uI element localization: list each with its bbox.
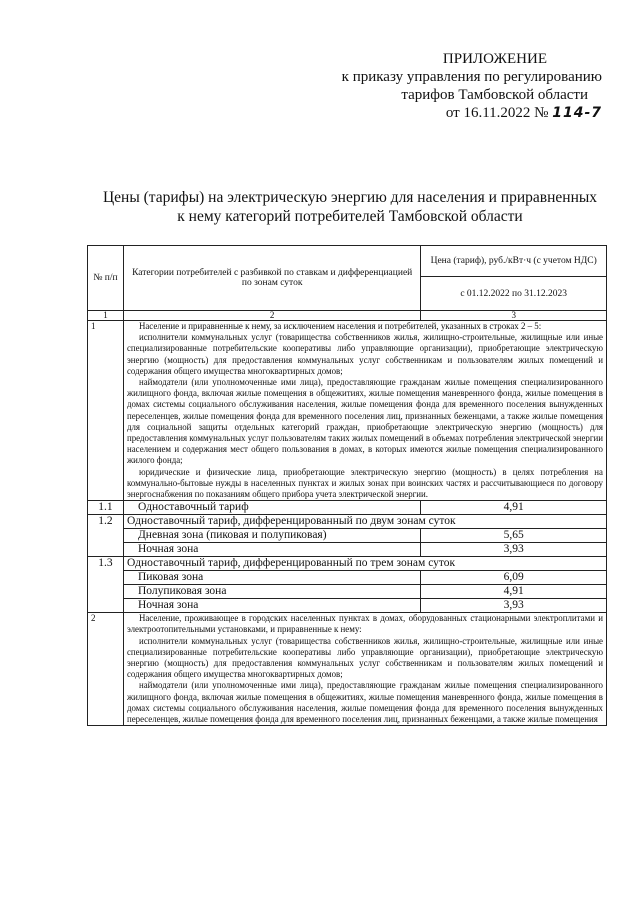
row-description <box>123 321 606 501</box>
authority-line: тарифов Тамбовской области <box>401 87 588 103</box>
tariff-group-label: Одноставочный тариф, дифференцированный по двум зонам суток <box>123 515 606 529</box>
description-paragraph: юридические и физические лица, приобретающие электрическую энергию (мощность) в целях потребления на коммунально-бытовые нужды в населенных пунктах и жилых зонах при воинских частях и рассчитывающиеся по договору энергоснабжения по показаниям общего прибора учета электрической энергии. <box>126 466 603 500</box>
description-paragraph: Население и приравненные к нему, за исключением населения и потребителей, указанных в строках 2 – 5: <box>138 321 542 331</box>
row-number: 1 <box>88 321 124 501</box>
document-header <box>342 50 602 122</box>
zone-label: Ночная зона <box>123 599 420 613</box>
row-number: 1.2 <box>88 515 124 557</box>
appendix-title: ПРИЛОЖЕНИЕ <box>442 51 547 67</box>
col-number-2: 2 <box>123 311 420 321</box>
col-number-1: 1 <box>88 311 124 321</box>
page-title: Цены (тарифы) на электрическую энергию для населения и приравненных к нему категорий потребителей Тамбовской области <box>102 189 598 225</box>
row-description <box>123 613 606 726</box>
row-number: 1.3 <box>88 557 124 613</box>
col-number-3: 3 <box>421 311 607 321</box>
zone-value: 5,65 <box>421 529 607 543</box>
row-number: 1.1 <box>88 501 124 515</box>
row-number: 2 <box>88 613 124 726</box>
header-period: с 01.12.2022 по 31.12.2023 <box>421 277 607 311</box>
order-number-handwritten: 114-7 <box>552 105 602 121</box>
description-paragraph: наймодатели (или уполномоченные ими лица), предоставляющие гражданам жилые помещения специализированного жилищного фонда, включая жилые помещения в общежитиях, жилые помещения маневренного фонда, жилые помещения в домах системы социального обслуживания населения, жилые помещения фонда для временного поселения вынужденных переселенцев, жилые помещения фонда для временного поселения лиц, признанных беженцами, а также жилые помещения <box>126 680 603 725</box>
zone-value: 6,09 <box>421 571 607 585</box>
order-date: от 16.11.2022 № <box>445 105 549 121</box>
tariff-label: Одноставочный тариф <box>123 501 420 515</box>
description-paragraph: исполнители коммунальных услуг (товарищества собственников жилья, жилищно-строительные, жилищные или иные специализированные потребительские кооперативы либо управляющие организации), приобретающие электрическую энергию (мощность) для предоставления коммунальных услуг собственникам и пользователям жилых помещений и содержания общего имущества многоквартирных домов; <box>126 332 603 376</box>
header-number: № п/п <box>88 246 124 311</box>
tariff-group-label: Одноставочный тариф, дифференцированный по трем зонам суток <box>123 557 606 571</box>
zone-label: Пиковая зона <box>123 571 420 585</box>
zone-value: 4,91 <box>421 585 607 599</box>
zone-value: 3,93 <box>421 599 607 613</box>
header-category: Категории потребителей с разбивкой по ставкам и дифференциацией по зонам суток <box>123 246 420 311</box>
order-date-line <box>342 104 602 122</box>
description-paragraph: исполнители коммунальных услуг (товарищества собственников жилья, жилищно-строительные, жилищные или иные специализированные потребительские кооперативы либо управляющие организации), приобретающие электрическую энергию (мощность) для предоставления коммунальных услуг собственникам и пользователям жилых помещений и содержания общего имущества многоквартирных домов; <box>126 635 603 680</box>
zone-label: Дневная зона (пиковая и полупиковая) <box>123 529 420 543</box>
header-price: Цена (тариф), руб./кВт·ч (с учетом НДС) <box>421 246 607 277</box>
description-paragraph: Население, проживающее в городских населенных пунктах в домах, оборудованных стационарными электроплитами и электроотопительными установками, и приравненные к нему: <box>126 613 603 635</box>
zone-label: Полупиковая зона <box>123 585 420 599</box>
zone-value: 3,93 <box>421 543 607 557</box>
description-paragraph: наймодатели (или уполномоченные ими лица), предоставляющие гражданам жилые помещения специализированного жилищного фонда, включая жилые помещения в общежитиях, жилые помещения маневренного фонда, жилые помещения в домах системы социального обслуживания населения, жилые помещения фонда для временного поселения вынужденных переселенцев, жилые помещения фонда для временного поселения лиц, признанных беженцами, а также жилые помещения для социальной защиты отдельных категорий граждан, приобретающие электрическую энергию (мощность) для предоставления коммунальных услуг пользователям таких жилых помещений в объемах потребления электрической энергии населением и содержания мест общего пользования в домах, в которых имеются жилые помещения специализированного жилого фонда; <box>126 377 603 466</box>
tariff-table <box>87 245 607 726</box>
zone-label: Ночная зона <box>123 543 420 557</box>
order-reference-line: к приказу управления по регулированию <box>341 69 602 85</box>
tariff-value: 4,91 <box>421 501 607 515</box>
